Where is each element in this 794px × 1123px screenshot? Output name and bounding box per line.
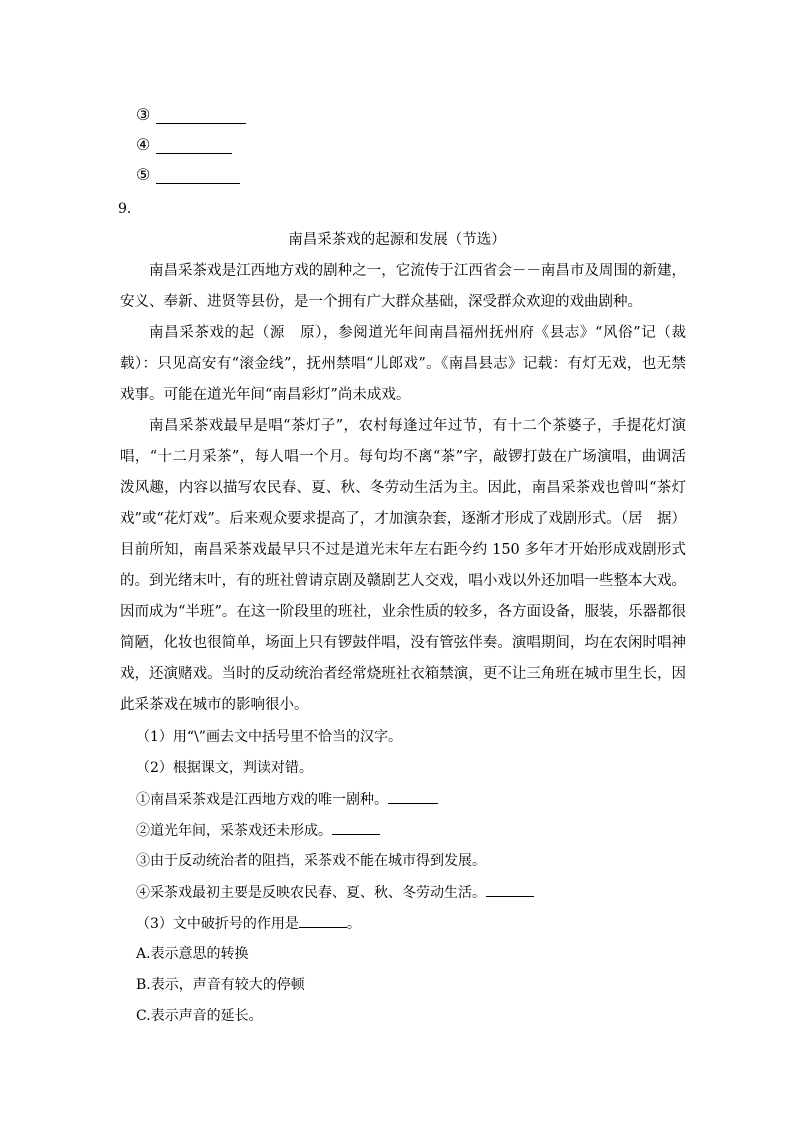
question-2: （2）根据课文，判读对错。 bbox=[136, 760, 313, 776]
answer-line-5 bbox=[136, 160, 240, 184]
option-b: B.表示，声音有较大的停顿 bbox=[136, 977, 305, 993]
judgement-item-4: ④采茶戏最初主要是反映农民春、夏、秋、冬劳动生活。 bbox=[136, 882, 534, 903]
answer-blank bbox=[156, 167, 240, 184]
circled-number-5: ⑤ bbox=[136, 165, 151, 184]
question-3: （3）文中破折号的作用是 。 bbox=[136, 913, 361, 934]
option-a: A.表示意思的转换 bbox=[136, 946, 249, 962]
passage-paragraph-3: 南昌采茶戏最早是唱“茶灯子”，农村每逢过年过节，有十二个茶婆子，手提花灯演唱，“十二月采茶”，每人唱一个月。每句均不离“茶”字，敲锣打鼓在广场演唱，曲调活泼风趣，内容以描写农民春、夏、秋、冬劳动生活为主。因此，南昌采茶戏也曾叫“茶灯戏”或“花灯戏”。后来观众要求提高了，才加演杂套，逐渐才形成了戏剧形式。（居 据）目前所知，南昌采茶戏最早只不过是道光末年左右距今约 150 多年才开始形成戏剧形式的。 bbox=[120, 418, 686, 589]
passage-title: 南昌采茶戏的起源和发展（节选） bbox=[288, 232, 506, 248]
answer-line-4 bbox=[136, 130, 232, 154]
judgement-item-2: ②道光年间，采茶戏还未形成。 bbox=[136, 820, 380, 841]
answer-blank bbox=[299, 913, 347, 928]
passage-paragraph-2: 南昌采茶戏的起（源 原），参阅道光年间南昌福州抚州府《县志》“风俗”记（裁 载）：只见高安有“滚金线”，抚州禁唱“儿郎戏”。《南昌县志》记载：有灯无戏，也无禁戏事。可能在道光年间“南昌彩灯”尚未成戏。 bbox=[120, 325, 701, 403]
answer-blank bbox=[332, 820, 380, 835]
answer-blank bbox=[156, 107, 246, 124]
judgement-item-3: ③由于反动统治者的阻挡，采茶戏不能在城市得到发展。 bbox=[136, 853, 486, 869]
question-number: 9． bbox=[118, 201, 141, 217]
circled-number-3: ③ bbox=[136, 105, 151, 124]
passage-paragraph-4: 到光绪末叶，有的班社曾请京剧及赣剧艺人交戏，唱小戏以外还加唱一些整本大戏。因而成为“半班”。在这一阶段里的班社，业余性质的较多，各方面设备，服装，乐器都很简陋，化妆也很简单，场面上只有锣鼓伴唱，没有管弦伴奏。演唱期间，均在农闲时唱神戏，还演赌戏。当时的反动统治者经常烧班社衣箱禁演，更不让三角班在城市里生长，因此采茶戏在城市的影响很小。 bbox=[120, 573, 686, 713]
answer-blank bbox=[388, 789, 438, 804]
answer-blank bbox=[486, 882, 534, 897]
option-c: C.表示声音的延长。 bbox=[136, 1008, 263, 1024]
circled-number-4: ④ bbox=[136, 135, 151, 154]
answer-line-3 bbox=[136, 100, 246, 124]
passage-paragraph-1: 南昌采茶戏是江西地方戏的剧种之一，它流传于江西省会－－南昌市及周围的新建，安义、奉新、进贤等县份，是一个拥有广大群众基础，深受群众欢迎的戏曲剧种。 bbox=[120, 263, 686, 310]
answer-blank bbox=[156, 137, 232, 154]
judgement-item-1: ①南昌采茶戏是江西地方戏的唯一剧种。 bbox=[136, 789, 438, 810]
question-1: （1）用“\”画去文中括号里不恰当的汉字。 bbox=[136, 729, 402, 745]
